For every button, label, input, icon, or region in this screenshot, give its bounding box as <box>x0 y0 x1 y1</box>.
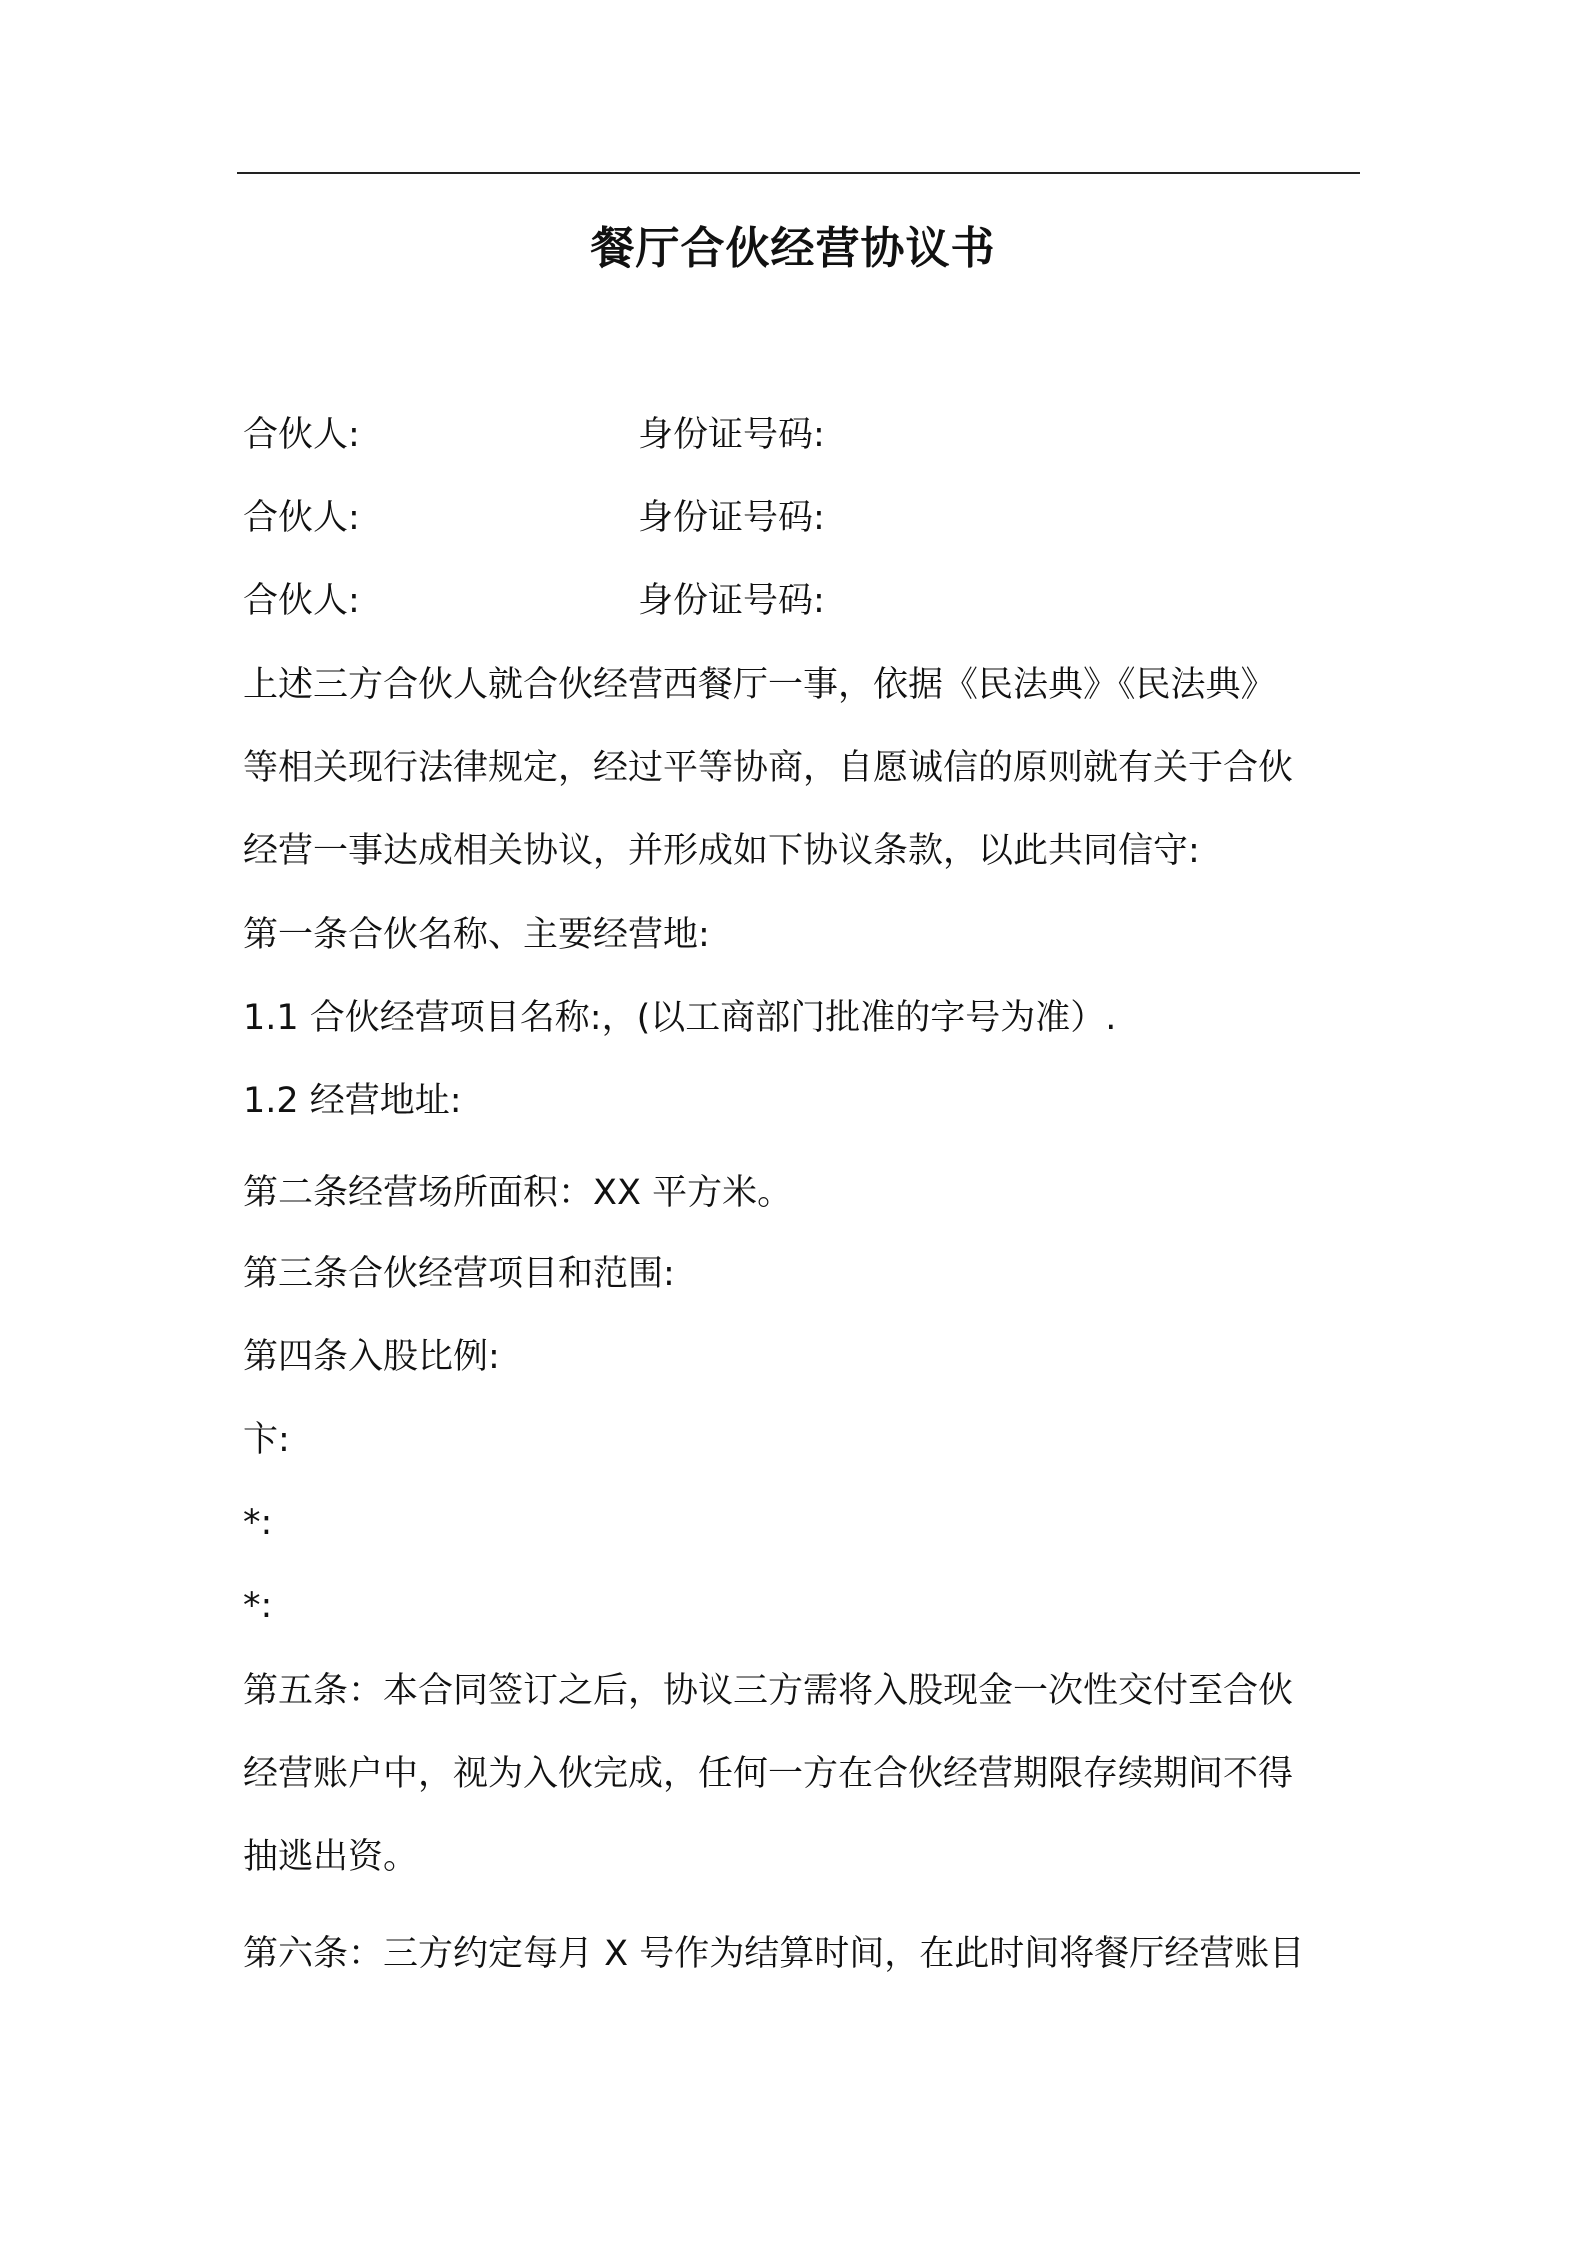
clause-line: 第四条入股比例: <box>243 1337 500 1377</box>
article-6-line: 第六条：三方约定每月 X 号作为结算时间，在此时间将餐厅经营账目 <box>243 1934 1305 1974</box>
document-title: 餐厅合伙经营协议书 <box>590 223 996 274</box>
intro-line: 经营一事达成相关协议，并形成如下协议条款，以此共同信守: <box>243 831 1200 871</box>
header-rule <box>237 172 1360 174</box>
clause-line: 第三条合伙经营项目和范围: <box>243 1254 675 1294</box>
article-5-line: 第五条：本合同签订之后，协议三方需将入股现金一次性交付至合伙 <box>243 1671 1294 1711</box>
article-5-line: 抽逃出资。 <box>243 1837 419 1877</box>
id-number-label: 身份证号码: <box>638 415 825 455</box>
article-5-line: 经营账户中，视为入伙完成，任何一方在合伙经营期限存续期间不得 <box>243 1754 1294 1794</box>
id-number-label: 身份证号码: <box>638 498 825 538</box>
clause-line: 1.2 经营地址: <box>243 1081 462 1121</box>
partner-label: 合伙人: <box>243 498 360 538</box>
clause-line: 第一条合伙名称、主要经营地: <box>243 915 710 955</box>
intro-line: 上述三方合伙人就合伙经营西餐厅一事，依据《民法典》《民法典》 <box>243 665 1276 705</box>
partner-label: 合伙人: <box>243 415 360 455</box>
clause-line: 1.1 合伙经营项目名称:，(以工商部门批准的字号为准）. <box>243 998 1117 1038</box>
clause-line: 第二条经营场所面积：XX 平方米。 <box>243 1173 793 1213</box>
intro-line: 等相关现行法律规定，经过平等协商，自愿诚信的原则就有关于合伙 <box>243 748 1294 788</box>
partner-label: 合伙人: <box>243 581 360 621</box>
id-number-label: 身份证号码: <box>638 581 825 621</box>
clause-line: 卞: <box>243 1420 290 1460</box>
clause-line: *: <box>243 1503 273 1543</box>
clause-line: *: <box>243 1586 273 1626</box>
